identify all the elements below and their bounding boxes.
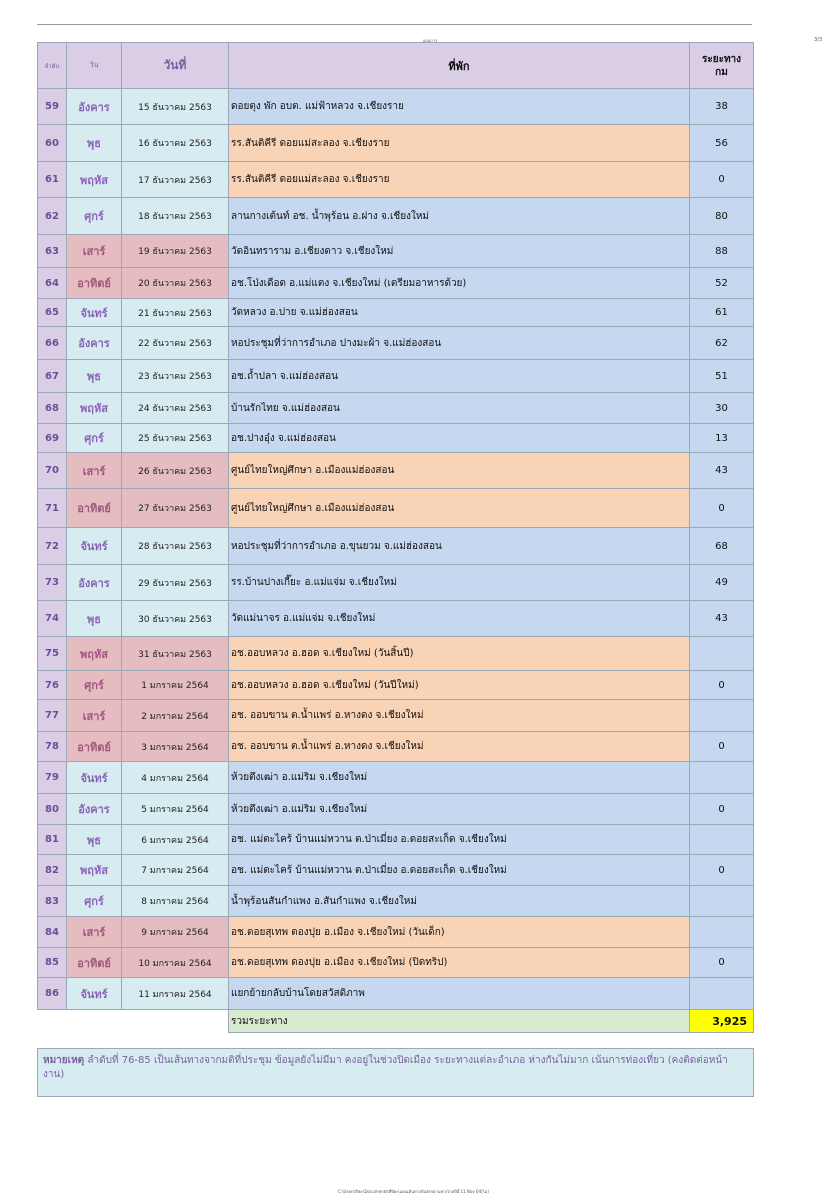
header-rule — [37, 24, 752, 25]
row-place: อช.ถ้ำปลา จ.แม่ฮ่องสอน — [229, 360, 690, 393]
row-date: 21 ธันวาคม 2563 — [122, 299, 229, 327]
row-date: 31 ธันวาคม 2563 — [122, 637, 229, 671]
row-distance: 0 — [690, 855, 754, 886]
row-day: เสาร์ — [67, 235, 122, 268]
row-number: 70 — [38, 453, 67, 489]
row-date: 18 ธันวาคม 2563 — [122, 198, 229, 235]
row-distance: 0 — [690, 671, 754, 700]
table-row — [38, 162, 754, 198]
total-blank — [38, 1010, 229, 1033]
row-number: 64 — [38, 268, 67, 299]
row-day: อาทิตย์ — [67, 732, 122, 762]
row-day: จันทร์ — [67, 762, 122, 794]
row-day: พฤหัส — [67, 162, 122, 198]
row-date: 19 ธันวาคม 2563 — [122, 235, 229, 268]
row-date: 27 ธันวาคม 2563 — [122, 489, 229, 528]
header-distance-line2: กม — [715, 66, 728, 78]
row-date: 4 มกราคม 2564 — [122, 762, 229, 794]
table-row — [38, 978, 754, 1010]
row-day: ศุกร์ — [67, 198, 122, 235]
row-place: อช. ออบขาน ต.น้ำแพร่ อ.หางดง จ.เชียงใหม่ — [229, 732, 690, 762]
row-day: พุธ — [67, 360, 122, 393]
row-day: ศุกร์ — [67, 671, 122, 700]
page-header-text: แผนการ — [422, 38, 438, 43]
row-place: หอประชุมที่ว่าการอำเภอ ปางมะผ้า จ.แม่ฮ่องสอน — [229, 327, 690, 360]
row-date: 5 มกราคม 2564 — [122, 794, 229, 825]
row-number: 66 — [38, 327, 67, 360]
row-distance: 30 — [690, 393, 754, 424]
header-distance — [690, 43, 754, 89]
row-number: 85 — [38, 948, 67, 978]
page-number: 3/3 — [814, 37, 823, 43]
row-distance: 0 — [690, 732, 754, 762]
row-date: 10 มกราคม 2564 — [122, 948, 229, 978]
row-day: พุธ — [67, 825, 122, 855]
note-text: ลำดับที่ 76-85 เป็นเส้นทางจากมติที่ประชุม ข้อมูลยังไม่มีมา คงอยู่ในช่วงปิดเมือง ระยะทางแต่ละอำเภอ ห่างกันไม่มาก เน้นการท่องเที่ยว (คงติดต่อหน้างาน) — [43, 1055, 728, 1080]
row-date: 6 มกราคม 2564 — [122, 825, 229, 855]
header-place: ที่พัก — [229, 43, 690, 89]
row-date: 11 มกราคม 2564 — [122, 978, 229, 1010]
row-number: 82 — [38, 855, 67, 886]
row-date: 23 ธันวาคม 2563 — [122, 360, 229, 393]
table-row — [38, 528, 754, 565]
table-row — [38, 235, 754, 268]
row-distance: 0 — [690, 489, 754, 528]
table-row — [38, 637, 754, 671]
row-distance: 61 — [690, 299, 754, 327]
row-number: 76 — [38, 671, 67, 700]
row-date: 30 ธันวาคม 2563 — [122, 601, 229, 637]
row-date: 22 ธันวาคม 2563 — [122, 327, 229, 360]
row-place: ศูนย์ไทยใหญ่ศึกษา อ.เมืองแม่ฮ่องสอน — [229, 453, 690, 489]
row-number: 73 — [38, 565, 67, 601]
row-distance: 52 — [690, 268, 754, 299]
row-distance: 0 — [690, 162, 754, 198]
total-row — [38, 1010, 754, 1033]
table-row — [38, 327, 754, 360]
row-date: 25 ธันวาคม 2563 — [122, 424, 229, 453]
row-place: อช.ดอยสุเทพ ดองปุย อ.เมือง จ.เชียงใหม่ (ปิดทริป) — [229, 948, 690, 978]
row-day: อาทิตย์ — [67, 268, 122, 299]
row-place: น้ำพุร้อนสันกำแพง อ.สันกำแพง จ.เชียงใหม่ — [229, 886, 690, 917]
table-row — [38, 424, 754, 453]
row-number: 59 — [38, 89, 67, 125]
row-number: 69 — [38, 424, 67, 453]
row-place: วัดหลวง อ.ปาย จ.แม่ฮ่องสอน — [229, 299, 690, 327]
row-day: อาทิตย์ — [67, 948, 122, 978]
row-place: อช.ออบหลวง อ.ฮอด จ.เชียงใหม่ (วันปีใหม่) — [229, 671, 690, 700]
table-row — [38, 360, 754, 393]
table-row — [38, 700, 754, 732]
table-row — [38, 855, 754, 886]
row-date: 15 ธันวาคม 2563 — [122, 89, 229, 125]
row-distance: 49 — [690, 565, 754, 601]
row-day: อาทิตย์ — [67, 489, 122, 528]
row-number: 86 — [38, 978, 67, 1010]
row-distance: 43 — [690, 453, 754, 489]
row-date: 29 ธันวาคม 2563 — [122, 565, 229, 601]
row-place: แยกย้ายกลับบ้านโดยสวัสดิภาพ — [229, 978, 690, 1010]
row-place: รร.สันติคีรี ดอยแม่สะลอง จ.เชียงราย — [229, 125, 690, 162]
row-number: 81 — [38, 825, 67, 855]
row-number: 72 — [38, 528, 67, 565]
table-row — [38, 268, 754, 299]
row-day: พฤหัส — [67, 855, 122, 886]
table-row — [38, 762, 754, 794]
row-distance: 62 — [690, 327, 754, 360]
table-row — [38, 393, 754, 424]
row-place: ห้วยตึงเฒ่า อ.แม่ริม จ.เชียงใหม่ — [229, 762, 690, 794]
row-number: 83 — [38, 886, 67, 917]
table-row — [38, 917, 754, 948]
row-distance: 51 — [690, 360, 754, 393]
row-distance — [690, 825, 754, 855]
table-row — [38, 565, 754, 601]
table-row — [38, 198, 754, 235]
row-date: 17 ธันวาคม 2563 — [122, 162, 229, 198]
table-header-row — [38, 43, 754, 89]
row-date: 2 มกราคม 2564 — [122, 700, 229, 732]
row-number: 78 — [38, 732, 67, 762]
row-place: อช. แม่ตะไคร้ บ้านแม่หวาน ต.ป่าเมี่ยง อ.ดอยสะเก็ด จ.เชียงใหม่ — [229, 825, 690, 855]
table-row — [38, 453, 754, 489]
row-number: 84 — [38, 917, 67, 948]
row-distance: 56 — [690, 125, 754, 162]
table-row — [38, 794, 754, 825]
table-row — [38, 125, 754, 162]
row-number: 71 — [38, 489, 67, 528]
row-place: บ้านรักไทย จ.แม่ฮ่องสอน — [229, 393, 690, 424]
row-place: รร.บ้านปางเกี๊ยะ อ.แม่แจ่ม จ.เชียงใหม่ — [229, 565, 690, 601]
row-number: 60 — [38, 125, 67, 162]
row-distance — [690, 762, 754, 794]
row-distance — [690, 917, 754, 948]
row-number: 80 — [38, 794, 67, 825]
row-date: 24 ธันวาคม 2563 — [122, 393, 229, 424]
row-day: จันทร์ — [67, 299, 122, 327]
table-row — [38, 299, 754, 327]
row-day: พฤหัส — [67, 393, 122, 424]
row-day: ศุกร์ — [67, 424, 122, 453]
row-place: อช. ออบขาน ต.น้ำแพร่ อ.หางดง จ.เชียงใหม่ — [229, 700, 690, 732]
row-number: 74 — [38, 601, 67, 637]
footer-path: C:\Users\ปิยะ\Documents\ที่ปิยะ\แผนเดินทางปั่นจักรยานทางไกลปีนี้ 11 Nov 64(ไม่) — [338, 1189, 489, 1194]
header-day: วัน — [67, 43, 122, 89]
row-day: พฤหัส — [67, 637, 122, 671]
row-day: อังคาร — [67, 565, 122, 601]
row-number: 65 — [38, 299, 67, 327]
row-day: ศุกร์ — [67, 886, 122, 917]
row-number: 79 — [38, 762, 67, 794]
row-day: จันทร์ — [67, 528, 122, 565]
row-day: จันทร์ — [67, 978, 122, 1010]
row-day: เสาร์ — [67, 453, 122, 489]
row-number: 75 — [38, 637, 67, 671]
table-row — [38, 825, 754, 855]
row-date: 28 ธันวาคม 2563 — [122, 528, 229, 565]
table-row — [38, 948, 754, 978]
row-day: อังคาร — [67, 794, 122, 825]
row-place: ลานกางเต้นท์ อช. น้ำพุร้อน อ.ฝาง จ.เชียงใหม่ — [229, 198, 690, 235]
note-label: หมายเหตุ — [43, 1055, 85, 1066]
row-distance: 80 — [690, 198, 754, 235]
row-date: 20 ธันวาคม 2563 — [122, 268, 229, 299]
row-place: อช. แม่ตะไคร้ บ้านแม่หวาน ต.ป่าเมี่ยง อ.ดอยสะเก็ด จ.เชียงใหม่ — [229, 855, 690, 886]
row-day: พุธ — [67, 601, 122, 637]
row-place: รร.สันติคีรี ดอยแม่สะลอง จ.เชียงราย — [229, 162, 690, 198]
row-number: 77 — [38, 700, 67, 732]
row-number: 63 — [38, 235, 67, 268]
header-date: วันที่ — [122, 43, 229, 89]
row-date: 7 มกราคม 2564 — [122, 855, 229, 886]
row-place: หอประชุมที่ว่าการอำเภอ อ.ขุนยวม จ.แม่ฮ่องสอน — [229, 528, 690, 565]
row-place: ห้วยตึงเฒ่า อ.แม่ริม จ.เชียงใหม่ — [229, 794, 690, 825]
row-distance: 13 — [690, 424, 754, 453]
row-day: เสาร์ — [67, 700, 122, 732]
row-number: 67 — [38, 360, 67, 393]
total-distance: 3,925 — [690, 1010, 754, 1033]
row-distance: 68 — [690, 528, 754, 565]
row-day: เสาร์ — [67, 917, 122, 948]
row-place: อช.ปางอุ๋ง จ.แม่ฮ่องสอน — [229, 424, 690, 453]
table-row — [38, 671, 754, 700]
row-distance: 0 — [690, 948, 754, 978]
row-place: อช.ดอยสุเทพ ดองปุย อ.เมือง จ.เชียงใหม่ (วันเด็ก) — [229, 917, 690, 948]
table-row — [38, 89, 754, 125]
note-box — [37, 1048, 754, 1097]
table-row — [38, 886, 754, 917]
schedule-table — [37, 42, 754, 1033]
row-date: 3 มกราคม 2564 — [122, 732, 229, 762]
table-row — [38, 732, 754, 762]
row-distance — [690, 700, 754, 732]
row-distance: 43 — [690, 601, 754, 637]
row-day: พุธ — [67, 125, 122, 162]
row-number: 68 — [38, 393, 67, 424]
row-date: 9 มกราคม 2564 — [122, 917, 229, 948]
header-no: ลำดับ — [38, 43, 67, 89]
total-label: รวมระยะทาง — [229, 1010, 690, 1033]
row-number: 62 — [38, 198, 67, 235]
row-place: ศูนย์ไทยใหญ่ศึกษา อ.เมืองแม่ฮ่องสอน — [229, 489, 690, 528]
row-day: อังคาร — [67, 89, 122, 125]
row-date: 8 มกราคม 2564 — [122, 886, 229, 917]
row-number: 61 — [38, 162, 67, 198]
row-distance: 38 — [690, 89, 754, 125]
header-distance-line1: ระยะทาง — [701, 53, 742, 65]
row-distance — [690, 886, 754, 917]
row-distance — [690, 978, 754, 1010]
row-day: อังคาร — [67, 327, 122, 360]
table-row — [38, 489, 754, 528]
table-row — [38, 601, 754, 637]
row-date: 26 ธันวาคม 2563 — [122, 453, 229, 489]
row-place: วัดอินทราราม อ.เชียงดาว จ.เชียงใหม่ — [229, 235, 690, 268]
row-distance — [690, 637, 754, 671]
row-place: อช.ออบหลวง อ.ฮอด จ.เชียงใหม่ (วันสิ้นปี) — [229, 637, 690, 671]
row-place: อช.โป่งเดือด อ.แม่แตง จ.เชียงใหม่ (เตรียมอาหารด้วย) — [229, 268, 690, 299]
row-place: วัดแม่นาจร อ.แม่แจ่ม จ.เชียงใหม่ — [229, 601, 690, 637]
row-distance: 0 — [690, 794, 754, 825]
row-place: ดอยตุง พัก อบต. แม่ฟ้าหลวง จ.เชียงราย — [229, 89, 690, 125]
row-date: 1 มกราคม 2564 — [122, 671, 229, 700]
row-date: 16 ธันวาคม 2563 — [122, 125, 229, 162]
row-distance: 88 — [690, 235, 754, 268]
